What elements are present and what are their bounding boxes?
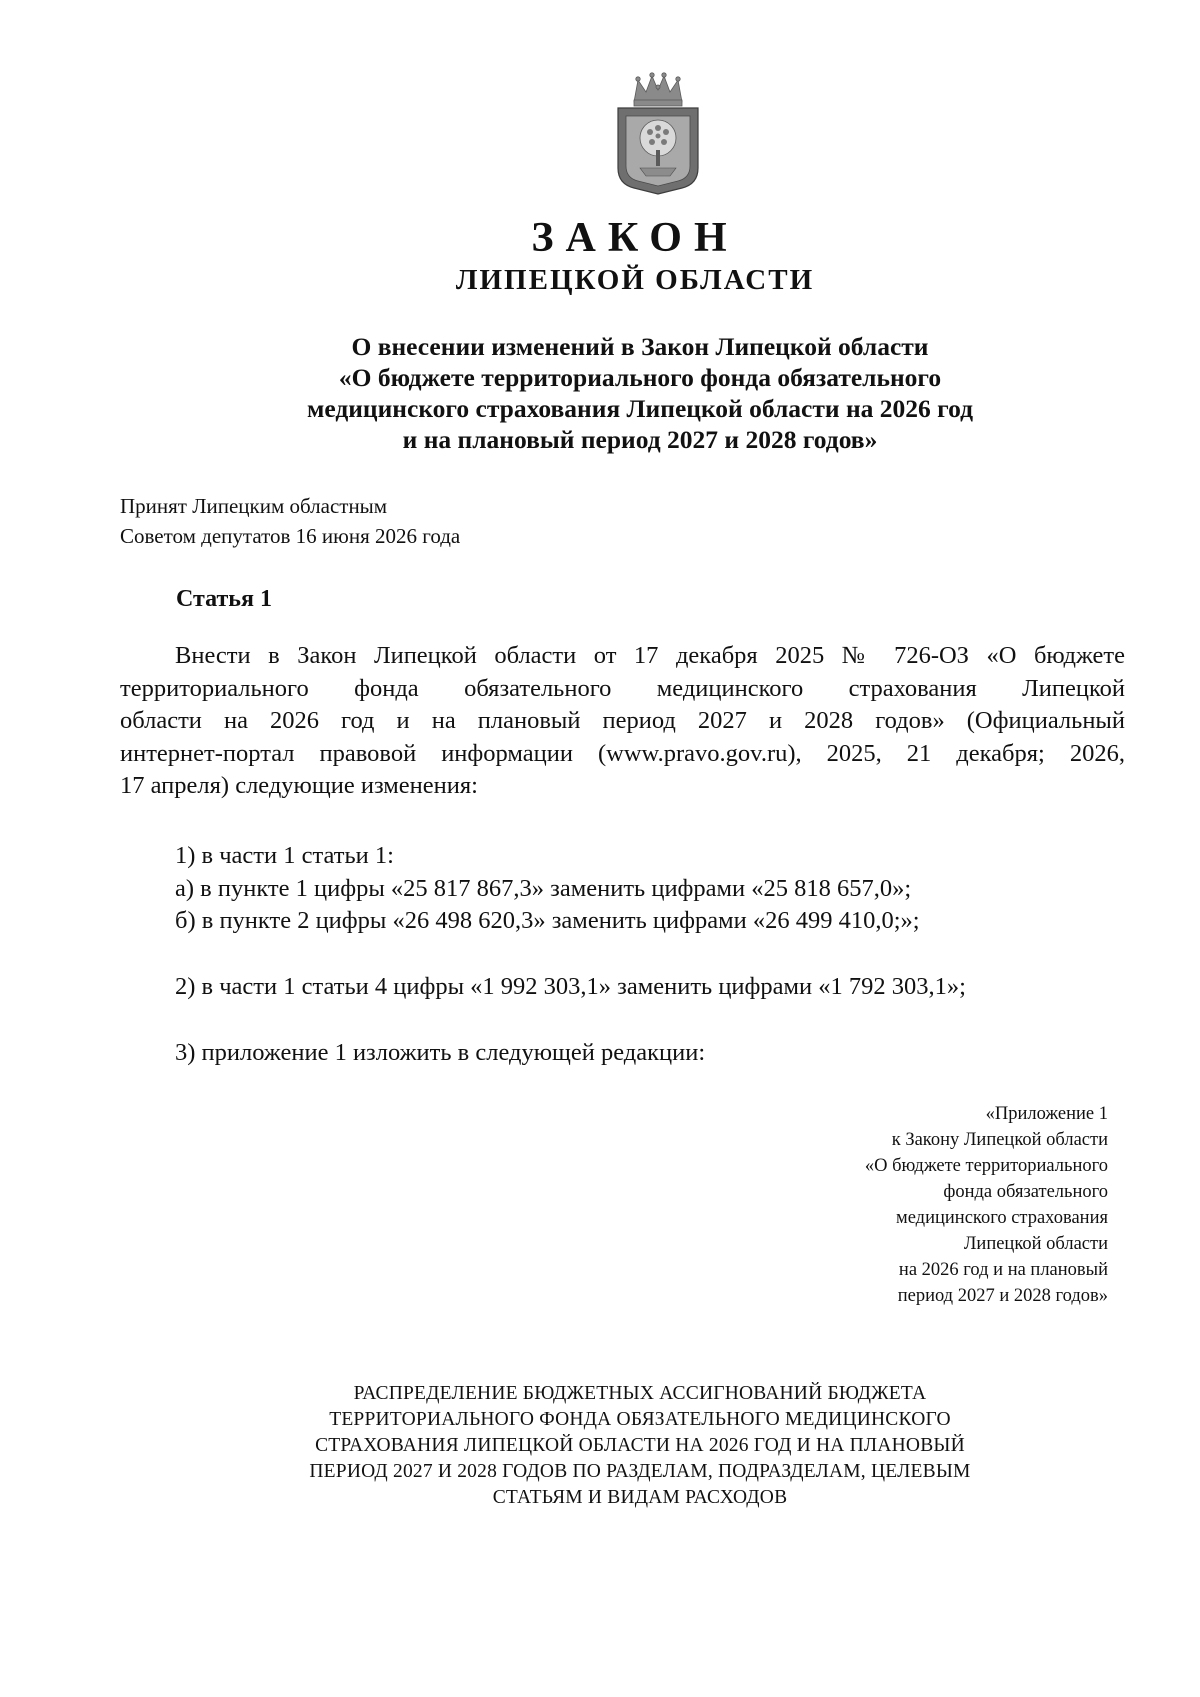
distribution-title-line: СТРАХОВАНИЯ ЛИПЕЦКОЙ ОБЛАСТИ НА 2026 ГОД И НА ПЛАНОВЫЙ <box>315 1435 965 1456</box>
intro-line: 17 апреля) следующие изменения: <box>120 772 478 799</box>
distribution-title-line: РАСПРЕДЕЛЕНИЕ БЮДЖЕТНЫХ АССИГНОВАНИЙ БЮДЖЕТА <box>353 1383 927 1404</box>
intro-line: интернет-портал правовой информации (www.pravo.gov.ru), 2025, 21 декабря; 2026, <box>120 739 1125 767</box>
appendix-line: «О бюджете территориального <box>864 1156 1108 1176</box>
adoption-line: Советом депутатов 16 июня 2026 года <box>120 524 461 548</box>
coat-of-arms-icon <box>610 72 706 196</box>
appendix-line: Липецкой области <box>963 1234 1108 1254</box>
subject-line: О внесении изменений в Закон Липецкой области <box>351 332 929 361</box>
intro-line: Внести в Закон Липецкой области от 17 декабря 2025 № 726-ОЗ «О бюджете <box>175 642 1125 669</box>
amendment-line: а) в пункте 1 цифры «25 817 867,3» заменить цифрами «25 818 657,0»; <box>175 874 912 902</box>
distribution-title <box>200 1381 1080 1511</box>
appendix-line: на 2026 год и на плановый <box>898 1260 1108 1280</box>
amendment-item-3: 3) приложение 1 изложить в следующей редакции: <box>175 1039 706 1066</box>
law-region: ЛИПЕЦКОЙ ОБЛАСТИ <box>455 264 815 296</box>
appendix-line: фонда обязательного <box>943 1182 1108 1202</box>
appendix-line: период 2027 и 2028 годов» <box>897 1286 1108 1306</box>
intro-line: области на 2026 год и на плановый период 2027 и 2028 годов» (Официальный <box>120 707 1125 734</box>
amendment-line: 1) в части 1 статьи 1: <box>175 842 394 869</box>
appendix-line: медицинского страхования <box>896 1208 1108 1228</box>
adoption-line: Принят Липецким областным <box>120 494 388 518</box>
article-intro <box>120 640 1125 803</box>
amendment-line: б) в пункте 2 цифры «26 498 620,3» заменить цифрами «26 499 410,0;»; <box>175 907 920 934</box>
intro-line: территориального фонда обязательного медицинского страхования Липецкой <box>120 674 1125 702</box>
law-subject <box>240 331 1040 455</box>
appendix-line: «Приложение 1 <box>985 1104 1108 1124</box>
adoption-note <box>120 491 620 551</box>
distribution-title-line: ТЕРРИТОРИАЛЬНОГО ФОНДА ОБЯЗАТЕЛЬНОГО МЕДИЦИНСКОГО <box>329 1409 951 1430</box>
distribution-title-line: ПЕРИОД 2027 И 2028 ГОДОВ ПО РАЗДЕЛАМ, ПОДРАЗДЕЛАМ, ЦЕЛЕВЫМ <box>309 1461 971 1482</box>
amendment-item-1 <box>175 840 920 938</box>
amendment-item-2: 2) в части 1 статьи 4 цифры «1 992 303,1» заменить цифрами «1 792 303,1»; <box>175 973 966 1000</box>
appendix-line: к Закону Липецкой области <box>891 1130 1108 1150</box>
appendix-reference <box>688 1101 1108 1309</box>
subject-line: «О бюджете территориального фонда обязательного <box>338 363 942 392</box>
article-heading: Статья 1 <box>176 586 272 612</box>
subject-line: и на плановый период 2027 и 2028 годов» <box>402 425 878 454</box>
distribution-title-line: СТАТЬЯМ И ВИДАМ РАСХОДОВ <box>492 1487 788 1508</box>
law-title: ЗАКОН <box>531 215 739 261</box>
subject-line: медицинского страхования Липецкой области на 2026 год <box>306 394 974 423</box>
